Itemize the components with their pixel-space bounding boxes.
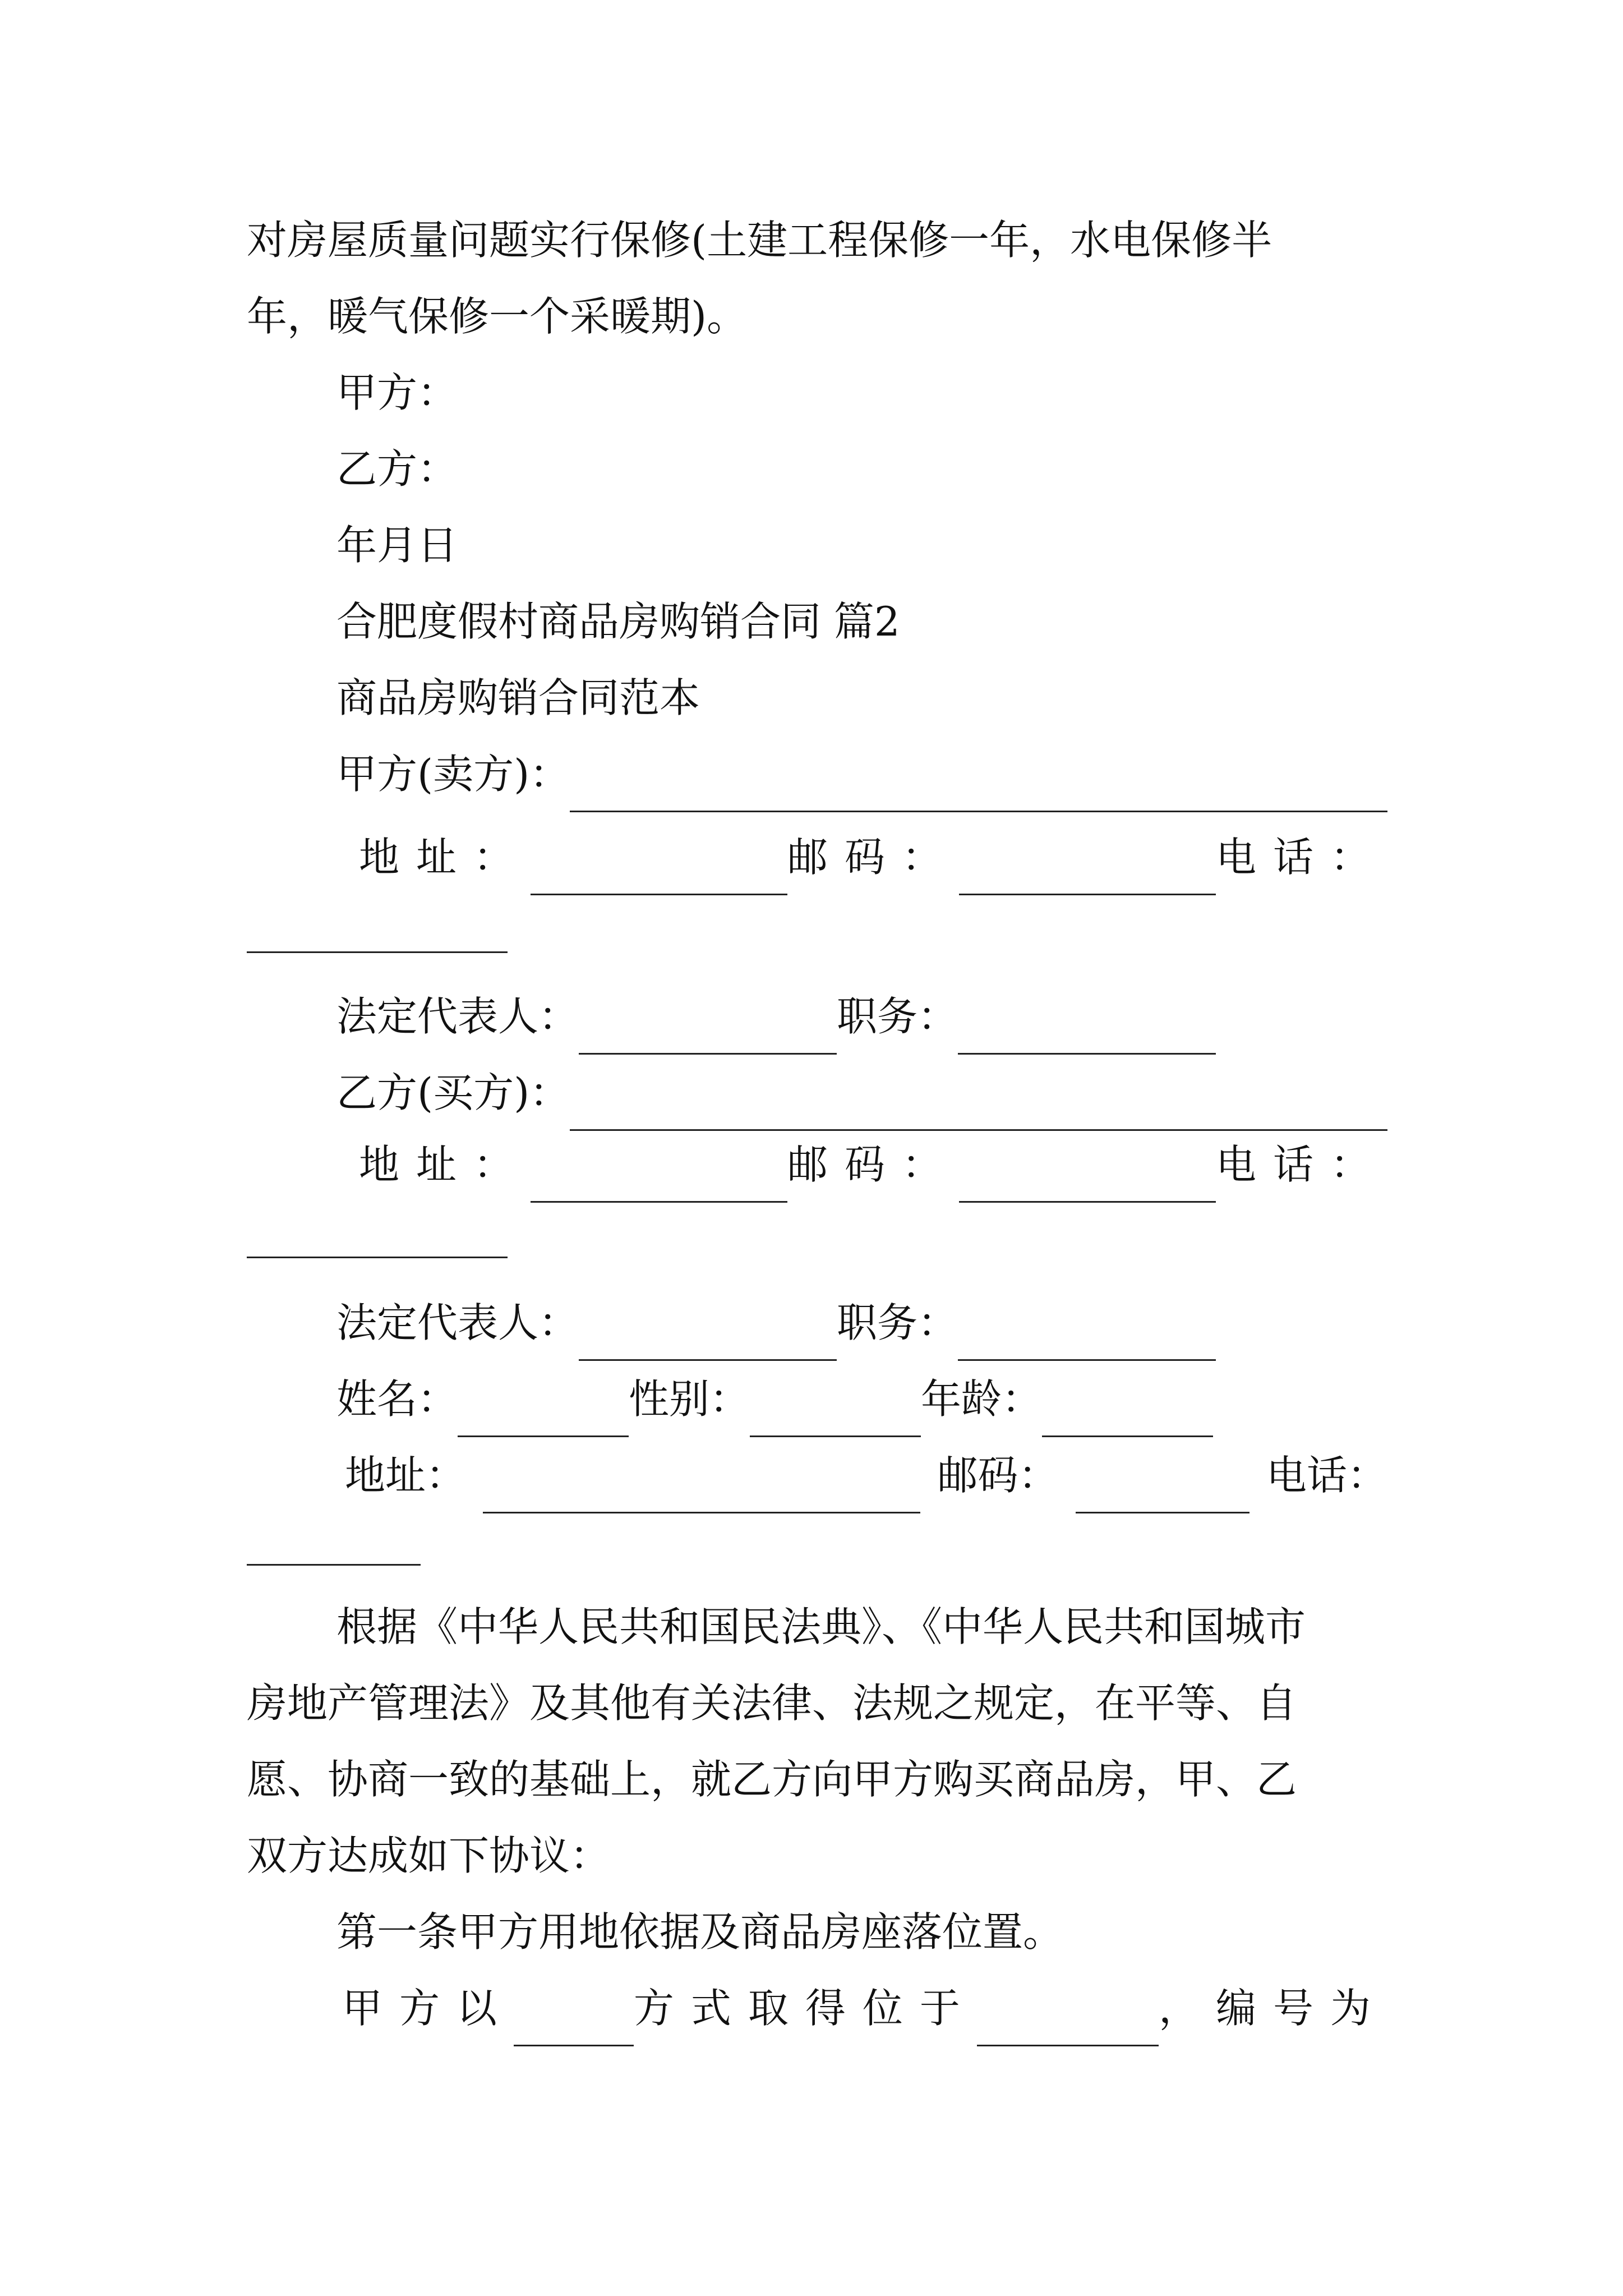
buyer-rep-row [336, 1285, 1387, 1361]
buyer-position-label: 职务： [837, 1299, 958, 1346]
buyer-gender-label: 性别： [629, 1375, 750, 1423]
buyer-address2-blank [483, 1476, 920, 1513]
seller-rep-blank [579, 1017, 837, 1055]
intro-line-1: 对房屋质量问题实行保修(土建工程保修一年，水电保修半 [247, 217, 1272, 264]
seller-row [336, 736, 1387, 812]
intro-line-2: 年，暖气保修一个采暖期)。 [247, 293, 748, 340]
section-subtitle: 商品房购销合同范本 [336, 674, 700, 721]
buyer-phone-label: 电话： [1215, 1141, 1387, 1188]
buyer-name-label: 姓名： [336, 1375, 458, 1423]
signature-party-b: 乙方： [336, 445, 458, 493]
seller-position-label: 职务： [837, 993, 958, 1040]
buyer-fullname-blank [458, 1400, 629, 1437]
seller-position-blank [958, 1017, 1216, 1055]
article-1-heading: 第一条甲方用地依据及商品房座落位置。 [336, 1908, 1064, 1955]
seller-zip-blank [959, 858, 1216, 895]
body-paragraph-line-3: 愿、协商一致的基础上，就乙方向甲方购买商品房，甲、乙 [247, 1756, 1297, 1803]
buyer-contact-row-2 [345, 1437, 1387, 1513]
seller-phone-blank [247, 950, 508, 953]
article-1-location-blank [977, 2009, 1159, 2046]
buyer-age-blank [1042, 1400, 1213, 1437]
buyer-address-label: 地址： [359, 1141, 531, 1188]
buyer-phone-blank [247, 1255, 508, 1258]
buyer-row [336, 1055, 1387, 1131]
buyer-phone2-blank [247, 1563, 421, 1566]
signature-party-a: 甲方： [336, 369, 458, 416]
article-1-part-2: 方式取得位于 [633, 1985, 977, 2032]
seller-address-label: 地址： [359, 834, 531, 881]
buyer-gender-blank [750, 1400, 921, 1437]
body-paragraph-line-2: 房地产管理法》及其他有关法律、法规之规定，在平等、自 [247, 1680, 1297, 1727]
section-title: 合肥度假村商品房购销合同 篇2 [336, 598, 900, 645]
buyer-name-blank [570, 1093, 1387, 1131]
signature-date: 年月日 [336, 522, 458, 569]
seller-label: 甲方(卖方)： [336, 751, 570, 798]
article-1-method-blank [514, 2009, 634, 2046]
article-1-line [342, 1970, 1387, 2046]
body-paragraph-line-1: 根据《中华人民共和国民法典》、《中华人民共和国城市 [336, 1603, 1306, 1650]
buyer-zip-label: 邮码： [787, 1141, 959, 1188]
buyer-rep-blank [579, 1323, 837, 1361]
seller-rep-label: 法定代表人： [336, 993, 579, 1040]
buyer-position-blank [958, 1323, 1216, 1361]
seller-contact-row [359, 819, 1387, 895]
seller-zip-label: 邮码： [787, 834, 959, 881]
article-1-part-1: 甲方以 [342, 1985, 514, 2032]
buyer-contact-row [359, 1126, 1387, 1203]
body-paragraph-line-4: 双方达成如下协议： [247, 1832, 611, 1879]
seller-address-blank [531, 858, 787, 895]
buyer-age-label: 年龄： [921, 1375, 1043, 1423]
buyer-rep-label: 法定代表人： [336, 1299, 579, 1346]
buyer-personal-row [336, 1361, 1387, 1437]
article-1-part-3: ，编号为 [1158, 1985, 1387, 2032]
seller-phone-label: 电话： [1215, 834, 1387, 881]
buyer-phone2-label: 电话： [1266, 1452, 1387, 1499]
buyer-address2-label: 地址： [345, 1452, 467, 1499]
buyer-zip2-blank [1076, 1476, 1249, 1513]
buyer-zip-blank [959, 1165, 1216, 1203]
buyer-address-blank [531, 1165, 787, 1203]
buyer-label: 乙方(买方)： [336, 1069, 570, 1116]
seller-name-blank [570, 775, 1387, 812]
buyer-zip2-label: 邮码： [937, 1452, 1059, 1499]
seller-rep-row [336, 978, 1387, 1055]
